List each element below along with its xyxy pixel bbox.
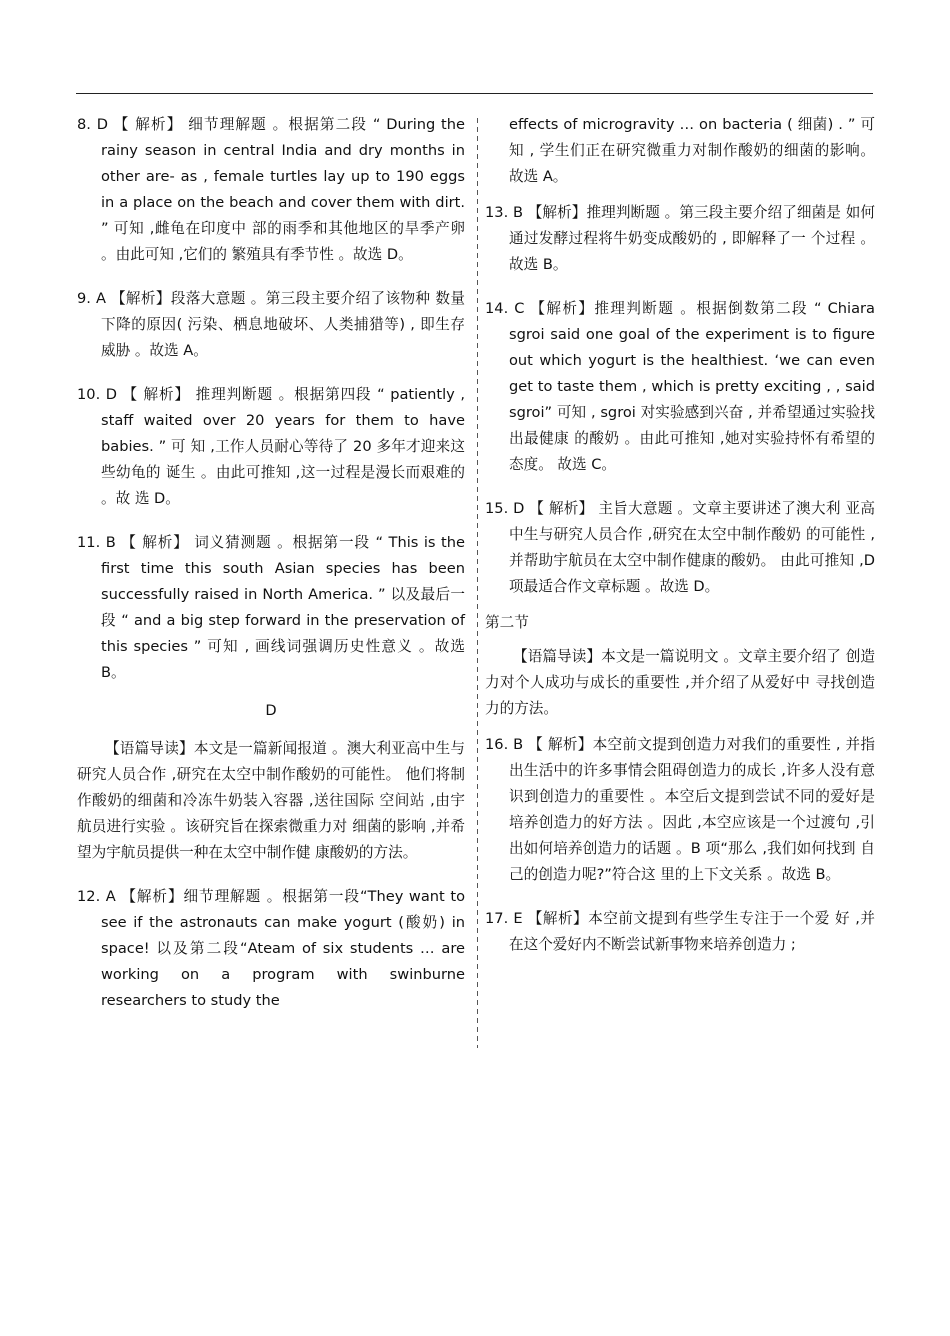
left-column [77, 112, 465, 1024]
answer-17: 17. E 【解析】本空前文提到有些学生专注于一个爱 好 ,并在这个爱好内不断尝试新事物来培养创造力 ; [485, 910, 875, 953]
column-divider [476, 118, 480, 1048]
answer-10: 10. D 【 解析】 推理判断题 。根据第四段 “ patiently , staff waited over 20 years for them to have babies. ” 可 知 ,工作人员耐心等待了 20 多年才迎来这些幼龟的 诞生 。由此可推知 ,这一过程是漫长而艰难的 。故 选 D。 [77, 386, 465, 507]
passage-d-label: D [265, 702, 277, 719]
answer-12-continued: effects of microgravity … on bacteria ( 细菌) . ” 可知 , 学生们正在研究微重力对制作酸奶的细菌的影响。 故选 A。 [509, 116, 875, 185]
passage-d-intro: 【语篇导读】本文是一篇新闻报道 。澳大利亚高中生与研究人员合作 ,研究在太空中制作酸奶的可能性。 他们将制作酸奶的细菌和冷冻牛奶装入容器 ,送往国际 空间站 ,由宇航员进行实验 。该研究旨在探索微重力对 细菌的影响 ,并希望为宇航员提供一种在太空中制作健 康酸奶的方法。 [77, 740, 465, 861]
answer-9: 9. A 【解析】段落大意题 。第三段主要介绍了该物种 数量下降的原因( 污染、栖息地破坏、人类捕猎等) , 即生存威胁 。故选 A。 [77, 290, 465, 359]
answer-14: 14. C 【解析】推理判断题 。根据倒数第二段 “ Chiara sgroi said one goal of the experiment is to figure out which yogurt is the healthiest. ‘we can even get to taste them , which is pretty exciting , , said sgroi” 可知 , sgroi 对实验感到兴奋 , 并希望通过实验找出最健康 的酸奶 。由此可推知 ,她对实验持怀有希望的态度。 故选 C。 [485, 300, 875, 473]
answer-16: 16. B 【 解析】本空前文提到创造力对我们的重要性 , 并指出生活中的许多事情会阻碍创造力的成长 ,许多人没有意识到创造力的重要性 。本空后文提到尝试不同的爱好是培养创造力的好方法 。因此 ,本空应该是一个过渡句 ,引出如何培养创造力的话题 。B 项“那么 ,我们如何找到 自 己的创造力呢?”符合这 里的上下文关系 。故选 B。 [485, 736, 875, 883]
answer-8: 8. D 【 解析】 细节理解题 。根据第二段 “ During the rainy season in central India and dry months in other are- as , female turtles lay up to 190 eggs in a place on the beach and cover them with dirt. ” 可知 ,雌龟在印度中 部的雨季和其他地区的旱季产卵 。由此可知 ,它们的 繁殖具有季节性 。故选 D。 [77, 116, 465, 263]
answer-12: 12. A 【解析】细节理解题 。根据第一段“They want to see if the astronauts can make yogurt (酸奶) in space! 以及第二段“Ateam of six students … are working on a program with swinburne researchers to study the [77, 888, 465, 1009]
header-rule [76, 93, 873, 94]
answer-13: 13. B 【解析】推理判断题 。第三段主要介绍了细菌是 如何通过发酵过程将牛奶变成酸奶的 , 即解释了一 个过程 。故选 B。 [485, 204, 875, 273]
answer-15: 15. D 【 解析】 主旨大意题 。文章主要讲述了澳大利 亚高中生与研究人员合作 ,研究在太空中制作酸奶 的可能性 ,并帮助宇航员在太空中制作健康的酸奶。 由此可推知 ,D 项最适合作文章标题 。故选 D。 [485, 500, 875, 595]
right-column [485, 112, 875, 968]
answer-11: 11. B 【 解析】 词义猜测题 。根据第一段 “ This is the first time this south Asian species has been successfully raised in North America. ” 以及最后一段 “ and a big step forward in the preservation of this species ” 可知 , 画线词强调历史性意义 。故选 B。 [77, 534, 465, 681]
section-2-title: 第二节 [485, 614, 529, 631]
section-2-intro: 【语篇导读】本文是一篇说明文 。文章主要介绍了 创造力对个人成功与成长的重要性 ,并介绍了从爱好中 寻找创造力的方法。 [485, 648, 875, 717]
